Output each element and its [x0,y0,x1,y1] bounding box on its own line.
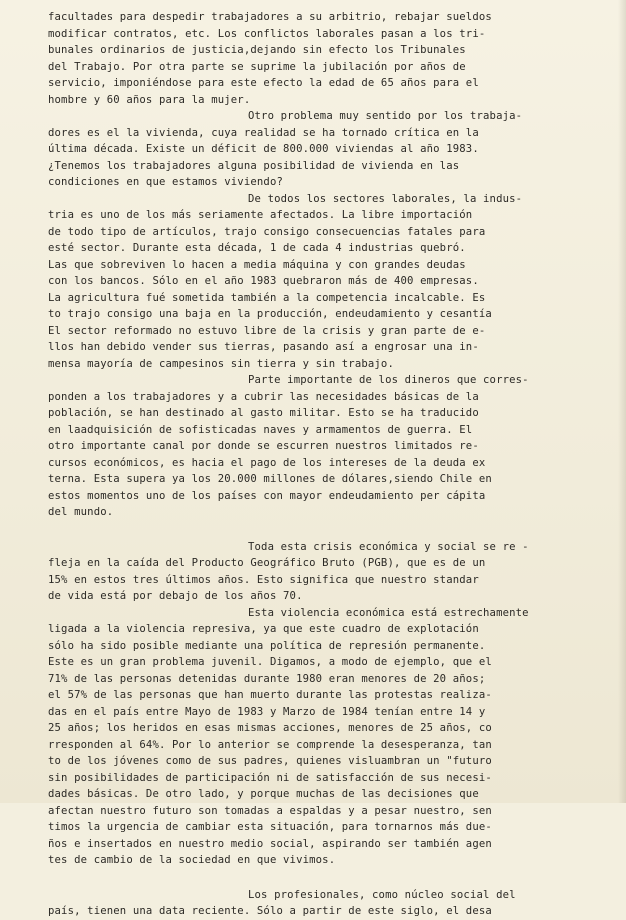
text-line: bunales ordinarios de justicia,dejando sin efecto los Tribunales [48,44,466,56]
text-line: to trajo consigo una baja en la producción, endeudamiento y cesantía [48,308,492,320]
text-line: tes de cambio de la sociedad en que vivimos. [48,854,336,866]
text-line: Este es un gran problema juvenil. Digamos, a modo de ejemplo, que el [48,656,492,668]
text-line: 71% de las personas detenidas durante 1980 eran menores de 20 años; [48,672,486,685]
text-line: Parte importante de los dineros que corres- [248,374,529,386]
text-line: fleja en la caída del Producto Geográfico Bruto (PGB), que es de un [48,557,486,569]
text-line: La agricultura fué sometida también a la competencia incalcable. Es [48,291,486,304]
text-line: sin posibilidades de participación ni de satisfacción de sus necesi- [48,771,492,784]
text-line: en laadquisición de sofisticadas naves y armamentos de guerra. El [48,423,473,436]
paragraph-spacer [48,869,588,887]
text-line: última década. Existe un déficit de 800.000 viviendas al año 1983. [48,143,479,155]
text-line: país, tienen una data reciente. Sólo a partir de este siglo, el desa [48,905,492,917]
text-line: hombre y 60 años para la mujer. [48,93,251,106]
text-line: Toda esta crisis económica y social se re - [248,540,529,553]
text-line: otro importante canal por donde se escurren nuestros limitados re- [48,440,479,452]
text-line: de todo tipo de artículos, trajo consigo consecuencias fatales para [48,225,486,238]
text-line: condiciones en que estamos viviendo? [48,176,284,188]
paragraph-repression [48,605,588,869]
text-line: dades básicas. De otro lado, y porque muchas de las decisiones que [48,788,479,800]
text-line: población, se han destinado al gasto militar. Esto se ha traducido [48,407,479,419]
text-line: esté sector. Durante esta década, 1 de cada 4 industrias quebró. [48,242,466,254]
text-line: ponden a los trabajadores y a cubrir las necesidades básicas de la [48,390,479,403]
text-line: ¿Tenemos los trabajadores alguna posibilidad de vivienda en las [48,159,460,172]
paragraph-labor-reform [48,9,588,108]
text-line: de vida está por debajo de los años 70. [48,590,303,602]
paragraph-military-spending [48,372,588,521]
text-line: Los profesionales, como núcleo social del [248,888,516,901]
text-line: del Trabajo. Por otra parte se suprime la jubilación por años de [48,60,466,73]
text-line: 15% en estos tres últimos años. Esto significa que nuestro standar [48,573,479,586]
text-line: cursos económicos, es hacia el pago de los intereses de la deuda ex [48,456,486,469]
text-line: Otro problema muy sentido por los trabaja- [248,110,523,122]
text-line: modificar contratos, etc. Los conflictos laborales pasan a los tri- [48,27,486,40]
paragraph-housing [48,108,588,191]
text-line: timos la urgencia de cambiar esta situación, para tornarnos más due- [48,821,492,833]
text-line: to de los jóvenes como de sus padres, quienes visluambran un "futuro [48,755,492,767]
text-line: el 57% de las personas que han muerto durante las protestas realiza- [48,689,492,701]
text-line: terna. Esta supera ya los 20.000 millones de dólares,siendo Chile en [48,473,492,485]
text-line: facultades para despedir trabajadores a su arbitrio, rebajar sueldos [48,11,492,23]
text-line: sólo ha sido posible mediante una política de represión permanente. [48,639,486,652]
text-line: llos han debido vender sus tierras, pasando así a engrosar una in- [48,341,479,353]
paragraph-gdp [48,539,588,605]
text-line: dores es el la vivienda, cuya realidad se ha tornado crítica en la [48,126,479,139]
paragraph-professionals [48,887,588,920]
text-line: Esta violencia económica está estrechamente [248,606,529,619]
document-body [48,9,588,920]
text-line: servicio, imponiéndose para este efecto la edad de 65 años para el [48,77,479,89]
text-line: rresponden al 64%. Por lo anterior se comprende la desesperanza, tan [48,738,492,751]
text-line: Las que sobreviven lo hacen a media máquina y con grandes deudas [48,258,466,271]
text-line: tria es uno de los más seriamente afectados. La libre importación [48,209,473,221]
text-line: estos momentos uno de los países con mayor endeudamiento per cápita [48,489,486,502]
text-line: das en el país entre Mayo de 1983 y Marzo de 1984 tenían entre 14 y [48,705,486,718]
text-line: El sector reformado no estuvo libre de la crisis y gran parte de e- [48,324,486,337]
text-line: ños e insertados en nuestro medio social, aspirando ser también agen [48,837,492,850]
text-line: 25 años; los heridos en esas mismas acciones, menores de 25 años, co [48,722,492,734]
text-line: ligada a la violencia represiva, ya que este cuadro de explotación [48,623,479,635]
text-line: De todos los sectores laborales, la indus- [248,192,523,205]
text-line: con los bancos. Sólo en el año 1983 quebraron más de 400 empresas. [48,275,479,287]
text-line: del mundo. [48,506,114,518]
paragraph-spacer [48,521,588,539]
text-line: afectan nuestro futuro son tomadas a espaldas y a pesar nuestro, sen [48,804,492,817]
text-line: mensa mayoría de campesinos sin tierra y sin trabajo. [48,357,394,370]
paragraph-industry [48,191,588,373]
